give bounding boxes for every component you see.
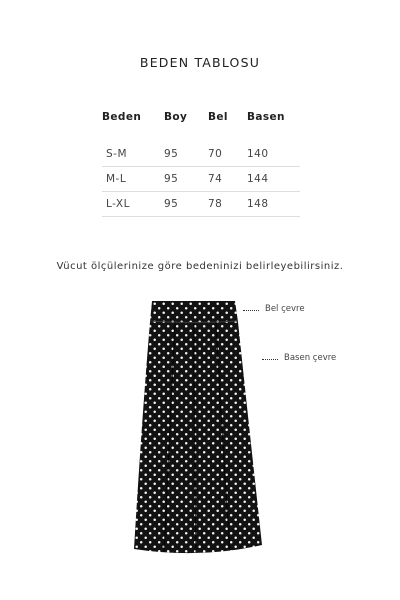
cell-bel: 70 xyxy=(208,142,247,167)
page-title: BEDEN TABLOSU xyxy=(139,55,261,70)
cell-boy: 95 xyxy=(164,142,208,167)
cell-boy: 95 xyxy=(164,192,208,217)
skirt-body xyxy=(134,301,262,553)
waist-label: Bel çevre xyxy=(265,304,305,314)
header-boy: Boy xyxy=(164,111,188,123)
cell-size: S-M xyxy=(102,142,164,167)
cell-bel: 78 xyxy=(208,192,247,217)
table-row xyxy=(102,192,300,217)
cell-basen: 148 xyxy=(247,192,300,217)
header-beden: Beden xyxy=(102,111,142,123)
header-basen: Basen xyxy=(247,111,285,123)
skirt-illustration xyxy=(130,297,270,557)
table-header-row xyxy=(102,108,300,142)
hip-callout xyxy=(262,353,336,363)
cell-boy: 95 xyxy=(164,167,208,192)
size-table xyxy=(102,108,300,217)
size-note: Vücut ölçülerinize göre bedeninizi belirleyebilirsiniz. xyxy=(56,261,344,272)
cell-basen: 140 xyxy=(247,142,300,167)
cell-basen: 144 xyxy=(247,167,300,192)
hip-label: Basen çevre xyxy=(284,353,337,363)
header-bel: Bel xyxy=(208,111,228,123)
waist-callout xyxy=(243,304,305,314)
cell-bel: 74 xyxy=(208,167,247,192)
waist-leader xyxy=(243,310,259,311)
cell-size: M-L xyxy=(102,167,164,192)
table-row xyxy=(102,167,300,192)
table-row xyxy=(102,142,300,167)
cell-size: L-XL xyxy=(102,192,164,217)
hip-leader xyxy=(262,359,278,360)
